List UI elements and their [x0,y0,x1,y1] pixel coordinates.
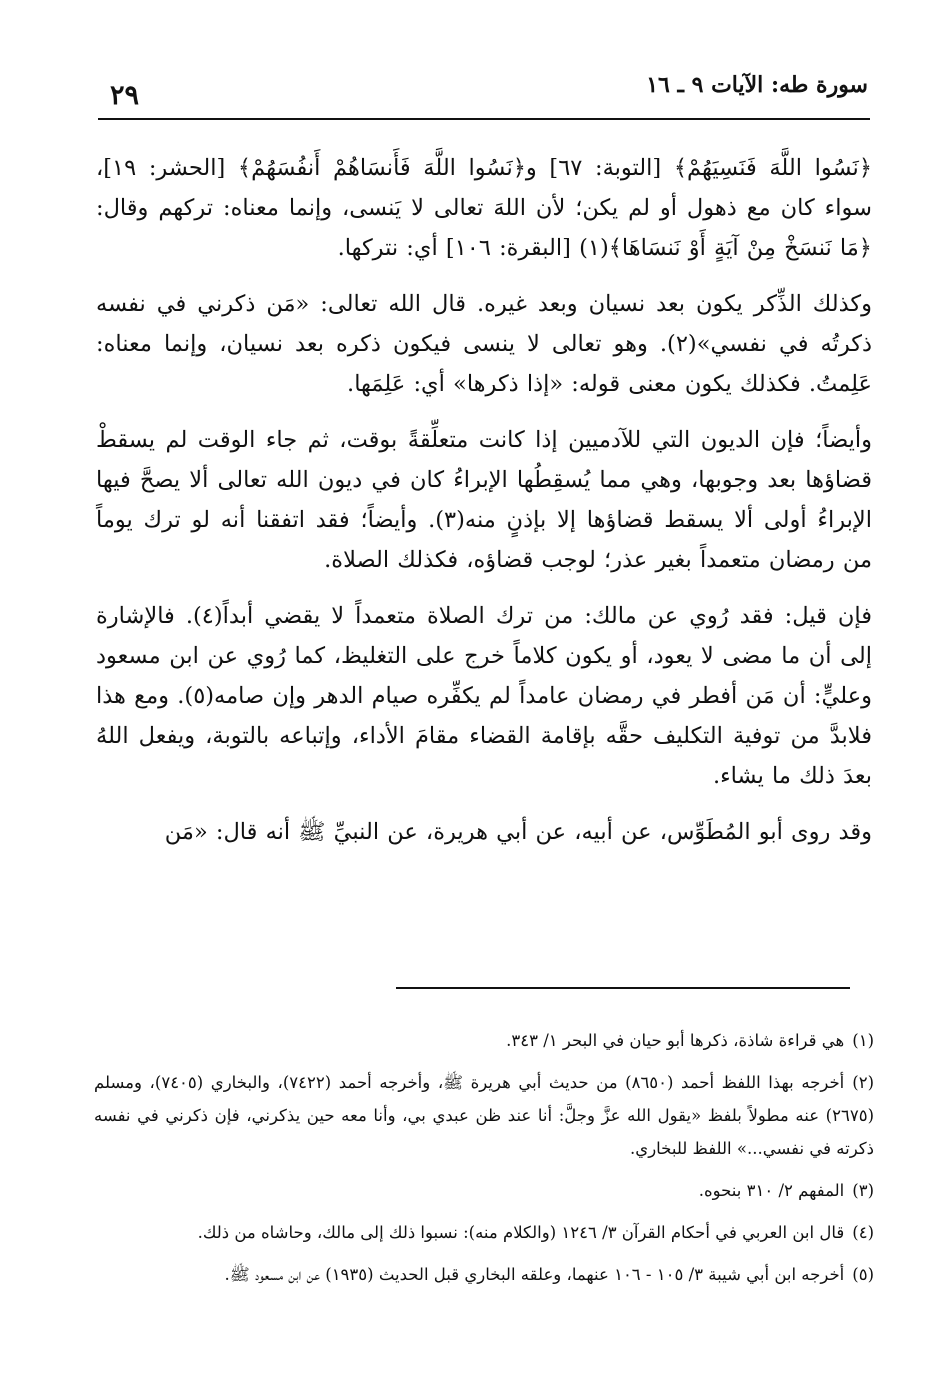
footnote-2 [94,1066,874,1165]
footnote-4 [94,1216,874,1249]
footnotes [94,1024,874,1300]
footnote-number: (٢) [852,1073,875,1092]
paragraph-1: ﴿نَسُوا اللَّهَ فَنَسِيَهُمْ﴾ [التوبة: ٦٧] و﴿نَسُوا اللَّهَ فَأَنسَاهُمْ أَنفُسَهُمْ﴾ [الحشر: ١٩]، سواء كان مع ذهول أو لم يكن؛ لأن اللهَ تعالى لا يَنسى، وإنما معناه: تركهم وقال: ﴿مَا نَنسَخْ مِنْ آيَةٍ أَوْ نَنسَاهَا﴾(١) [البقرة: ١٠٦] أي: نتركها. [96,155,872,261]
footnote-text: المفهم ٢/ ٣١٠ بنحوه. [698,1181,845,1200]
footnote-separator [396,987,850,989]
footnote-number: (٣) [852,1181,874,1200]
footnote-number: (٥) [852,1265,874,1284]
footnote-number: (٤) [852,1223,874,1242]
footnote-text: أخرجه ابن أبي شيبة ٣/ ١٠٥ - ١٠٦ عنهما، وعلقه البخاري قبل الحديث (١٩٣٥) عن ابن مسعود ﷺ. [224,1265,845,1284]
footnote-1 [94,1024,874,1057]
footnote-number: (١) [852,1031,874,1050]
running-header-title: سورة طه: الآيات ٩ ـ ١٦ [646,72,868,98]
main-text [96,148,872,868]
paragraph-3: وأيضاً؛ فإن الديون التي للآدميين إذا كانت متعلِّقةً بوقت، ثم جاء الوقت لم يسقطْ قضاؤها بعد وجوبها، وهي مما يُسقِطُها الإبراءُ كان في ديون الله تعالى ألا يصحَّ فيها الإبراءُ أولى ألا يسقط قضاؤها إلا بإذنٍ منه(٣). وأيضاً؛ فقد اتفقنا أنه لو ترك يوماً من رمضان متعمداً بغير عذر؛ لوجب قضاؤه، فكذلك الصلاة. [96,427,872,573]
paragraph-5: وقد روى أبو المُطَوِّس، عن أبيه، عن أبي هريرة، عن النبيِّ ﷺ أنه قال: «مَن [164,819,872,845]
footnote-text: قال ابن العربي في أحكام القرآن ٣/ ١٢٤٦ (والكلام منه): نسبوا ذلك إلى مالك، وحاشاه من ذلك. [197,1223,845,1242]
footnote-3 [94,1174,874,1207]
paragraph-4: فإن قيل: فقد رُوي عن مالك: من ترك الصلاة متعمداً لا يقضي أبداً(٤). فالإشارة إلى أن ما مضى لا يعود، أو يكون كلاماً خرج على التغليظ، كما رُوي عن ابن مسعود وعليٍّ: أن مَن أفطر في رمضان عامداً لم يكفِّره صيام الدهر وإن صامه(٥). ومع هذا فلابدَّ من توفية التكليف حقَّه بإقامة القضاء مقامَ الأداء، وإتباعه بالتوبة، ويفعل اللهُ بعدَ ذلك ما يشاء. [96,603,873,789]
footnote-5 [94,1258,874,1291]
footnote-text: هي قراءة شاذة، ذكرها أبو حيان في البحر ١/ ٣٤٣. [506,1031,845,1050]
paragraph-2: وكذلك الذِّكر يكون بعد نسيان وبعد غيره. قال الله تعالى: «مَن ذكرني في نفسه ذكرتُه في نفسي»(٢). وهو تعالى لا ينسى فيكون ذكره بعد نسيان، وإنما معناه: عَلِمتُ. فكذلك يكون معنى قوله: «إذا ذكرها» أي: عَلِمَها. [96,291,873,397]
header-rule [98,118,870,120]
footnote-text: أخرجه بهذا اللفظ أحمد (٨٦٥٠) من حديث أبي هريرة ﷺ، وأخرجه أحمد (٧٤٢٢)، والبخاري (٧٤٠٥)، ومسلم (٢٦٧٥) عنه مطولاً بلفظ «يقول الله عزَّ وجلَّ: أنا عند ظن عبدي بي، وأنا معه حين يذكرني، فإن ذكرني في نفسه ذكرته في نفسي...» اللفظ للبخاري. [94,1073,874,1158]
page-number: ٢٩ [110,80,140,111]
